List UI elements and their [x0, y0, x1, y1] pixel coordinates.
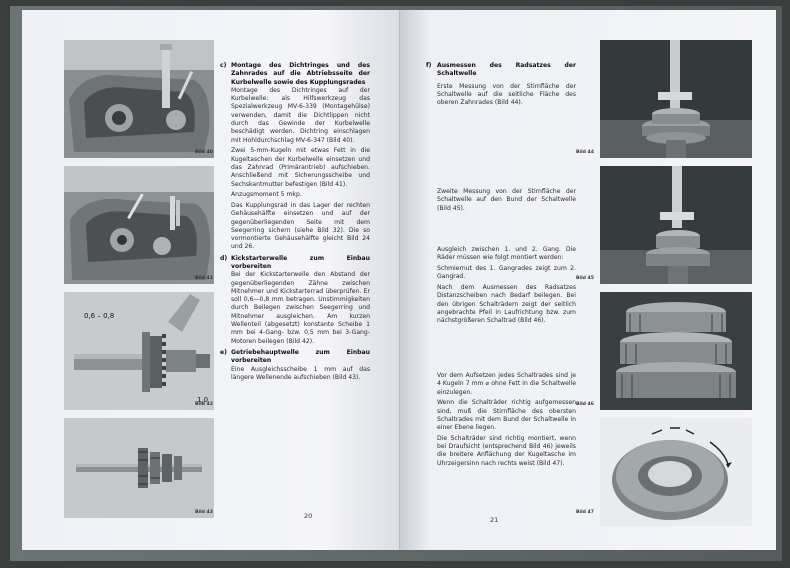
section-c-heading: [220, 62, 370, 87]
photo-bild-46: [600, 292, 752, 410]
section-d-title: Kickstarterwelle zum Einbau vorbereiten: [231, 254, 370, 270]
photo-bild-43: [64, 418, 214, 518]
section-c-paragraph-3: Anzugsmoment 5 mkp.: [231, 191, 302, 199]
kickstarter-shaft-photo: [64, 292, 214, 410]
engine-case-photo-2: [64, 166, 214, 284]
section-c-paragraph-1: Montage des Dichtringes auf der Kurbelwelle: als Hilfswerkzeug das Spezialwerkzeug MV-6-339 (Montagehülse) verwenden, damit die Dichtlippen nicht durch das Gewinde der Kurbelwelle beschädigt werden. Dichtring einschlagen mit Hohldurchschlag MV-6-347 (Bild 40).: [231, 86, 370, 144]
open-booklet: [10, 6, 782, 561]
gear-cluster-photo: [600, 292, 752, 410]
depth-gauge-gear-photo-2: [600, 166, 752, 284]
engine-case-photo-1: [64, 40, 214, 158]
section-f-paragraph-4: Schmiernut des 1. Gangrades zeigt zum 2. Gangrad.: [437, 264, 576, 281]
page-number-left: 20: [304, 512, 313, 520]
section-e-label: e): [220, 348, 227, 356]
section-e-paragraph-1: Eine Ausgleichsscheibe 1 mm auf das längere Wellenende aufschieben (Bild 43).: [231, 365, 370, 381]
caption-bild-45: Bild 45: [576, 276, 594, 281]
section-d-heading: [220, 255, 370, 272]
photo-bild-40: [64, 40, 214, 158]
section-c-paragraph-4: Das Kupplungsrad in das Lager der rechten Gehäusehälfte einsetzen und auf der gegenüberliegenden Seite mit dem Seegerring sichern (siehe Bild 32). Die so vormontierte Gehäusehälfte gleicht Bild 24 und 26.: [231, 201, 370, 251]
caption-bild-44: Bild 44: [576, 150, 594, 155]
washer-annotation-label: 1,0: [197, 396, 209, 404]
photo-bild-44: [600, 40, 752, 158]
caption-bild-41: Bild 41: [195, 276, 213, 281]
section-f-paragraph-3: Ausgleich zwischen 1. und 2. Gang. Die Räder müssen wie folgt montiert werden:: [437, 246, 576, 262]
section-c-title: Montage des Dichtringes und des Zahnrades auf die Abtriebsseite der Kurbelwelle sowie des Kupplungsrades: [231, 62, 370, 86]
section-f-paragraph-2: Zweite Messung von der Stirnfläche der Schaltwelle auf den Bund der Schaltwelle (Bild 45).: [437, 188, 576, 212]
left-text-column: [220, 62, 370, 385]
gear-balls-text: [437, 372, 576, 470]
section-e-title: Getriebehauptwelle zum Einbau vorbereiten: [231, 348, 370, 365]
section-e-body: [220, 366, 370, 383]
gearbox-mainshaft-photo: [64, 418, 214, 518]
caption-bild-40: Bild 40: [195, 150, 213, 155]
photo-bild-45: [600, 166, 752, 284]
right-text-column: [426, 62, 576, 110]
photo-bild-42: [64, 292, 214, 410]
section-f-paragraph-6: Vor dem Aufsetzen jedes Schaltrades sind je 4 Kugeln 7 mm ⌀ ohne Fett in die Schaltwelle einzulegen.: [437, 372, 576, 396]
photo-bild-41: [64, 166, 214, 284]
section-f-title: Ausmessen des Radsatzes der Schaltwelle: [437, 62, 576, 78]
gap-annotation-label: 0,6 – 0,8: [84, 312, 115, 320]
section-f-paragraph-5: Nach dem Ausmessen des Radsatzes Distanzscheiben nach Bedarf beilegen. Bei den übrigen Schalträdern zeigt der seitlich angebrachte Pfeil in Laufrichtung bzw. zum nächstgrößeren Schaltrad (Bild 46).: [437, 283, 576, 325]
caption-bild-42: Bild 42: [195, 402, 213, 407]
depth-gauge-gear-photo-1: [600, 40, 752, 158]
section-f-label: f): [426, 62, 432, 69]
gear-assembly-text: [437, 246, 576, 328]
section-d-paragraph-1: Bei der Kickstarterwelle den Abstand der gegenüberliegenden Zähne zwischen Mitnehmer und Kickstarterrad überprüfen. Er soll 0,6—0,8 mm betragen. Unstimmigkeiten durch Beilegen zwischen Seegerring und Mitnehmer ausgleichen. Am kurzen Wellenteil (abgesetzt) konstante Scheibe 1 mm bei 4-Gang- bzw. 0,5 mm bei 3-Gang-Motoren beilegen (Bild 42).: [231, 271, 370, 345]
section-f-paragraph-7: Wenn die Schalträder richtig aufgemessen sind, muß die Stirnfläche des obersten Schaltrades mit dem Bund der Schaltwelle in einer Ebene liegen.: [437, 399, 576, 432]
section-d-label: d): [220, 254, 228, 262]
section-e-heading: [220, 349, 370, 366]
section-c-paragraph-2: Zwei 5-mm-Kugeln mit etwas Fett in die Kugeltaschen der Kurbelwelle einsetzen und das Zahnrad (Primärantrieb) aufschieben. Anschließend mit Sicherungsscheibe und Sechskantmutter befestigen (Bild 41).: [231, 147, 370, 188]
caption-bild-47: Bild 47: [576, 510, 594, 515]
page-number-right: 21: [490, 516, 499, 524]
caption-bild-46: Bild 46: [576, 402, 594, 407]
section-f-body: [426, 83, 576, 108]
measurement-2-text: [437, 188, 576, 215]
section-d-body: [220, 271, 370, 346]
left-page: [22, 10, 400, 550]
section-f-paragraph-1: Erste Messung von der Stirnfläche der Schaltwelle auf die seitliche Fläche des oberen Zahnrades (Bild 44).: [437, 82, 576, 107]
gear-topview-photo: [600, 418, 752, 526]
section-c-label: c): [220, 62, 227, 69]
section-c-body: [220, 87, 370, 252]
section-f-heading: [426, 62, 576, 79]
caption-bild-43: Bild 43: [195, 510, 213, 515]
section-f-paragraph-8: Die Schalträder sind richtig montiert, wenn bei Draufsicht (entsprechend Bild 46) jeweils die breitere Anflächung der Kugeltasche im Uhrzeigersinn nach rechts weist (Bild 47).: [437, 434, 576, 467]
right-page: [400, 10, 776, 550]
photo-bild-47: [600, 418, 752, 526]
